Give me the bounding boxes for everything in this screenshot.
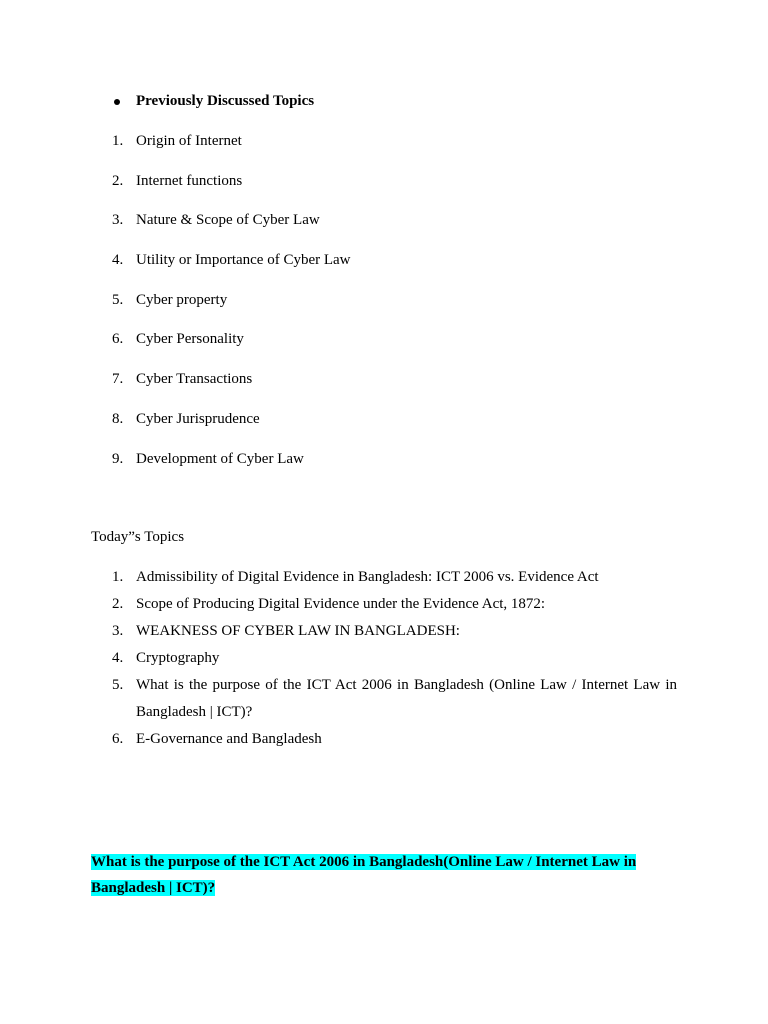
list-item-text: Scope of Producing Digital Evidence under the Evidence Act, 1872: — [136, 596, 546, 612]
list-item-text: What is the purpose of the ICT Act 2006 in Bangladesh (Online Law / Internet Law in — [136, 677, 677, 693]
list-item-number: 2. — [112, 596, 124, 612]
list-item-number: 1. — [112, 569, 124, 585]
bullet-point-icon — [114, 99, 120, 105]
list-item-text: Origin of Internet — [136, 133, 242, 149]
list-item-text: Cyber property — [136, 292, 228, 308]
list-item-text-continuation: Bangladesh | ICT)? — [136, 704, 253, 720]
highlighted-question — [91, 849, 651, 901]
list-item-number: 9. — [112, 451, 124, 467]
list-item-number: 2. — [112, 173, 124, 189]
list-item-number: 7. — [112, 371, 124, 387]
list-item-number: 5. — [112, 677, 124, 693]
list-item-number: 3. — [112, 623, 124, 639]
list-item-text: E-Governance and Bangladesh — [136, 731, 322, 747]
list-item-number: 5. — [112, 292, 124, 308]
list-item-number: 4. — [112, 650, 124, 666]
todays-topics-heading: Today”s Topics — [91, 529, 185, 545]
list-item-text: Admissibility of Digital Evidence in Bangladesh: ICT 2006 vs. Evidence Act — [136, 569, 599, 585]
highlighted-question-line-2: Bangladesh | ICT)? — [91, 880, 216, 896]
previous-topics-heading: Previously Discussed Topics — [136, 93, 315, 109]
list-item-text: Cyber Transactions — [136, 371, 253, 387]
list-item-text: Development of Cyber Law — [136, 451, 304, 467]
list-item-text: Cyber Jurisprudence — [136, 411, 260, 427]
list-item-text: Cyber Personality — [136, 331, 244, 347]
list-item-number: 4. — [112, 252, 124, 268]
list-item-number: 8. — [112, 411, 124, 427]
highlighted-question-line-1: What is the purpose of the ICT Act 2006 in Bangladesh(Online Law / Internet Law in — [91, 854, 637, 870]
list-item-text: Cryptography — [136, 650, 220, 666]
list-item-text: WEAKNESS OF CYBER LAW IN BANGLADESH: — [136, 623, 460, 639]
list-item-number: 3. — [112, 212, 124, 228]
list-item-text: Nature & Scope of Cyber Law — [136, 212, 320, 228]
list-item-number: 6. — [112, 731, 124, 747]
list-item-text: Internet functions — [136, 173, 243, 189]
list-item-number: 6. — [112, 331, 124, 347]
list-item-text: Utility or Importance of Cyber Law — [136, 252, 351, 268]
list-item-number: 1. — [112, 133, 124, 149]
